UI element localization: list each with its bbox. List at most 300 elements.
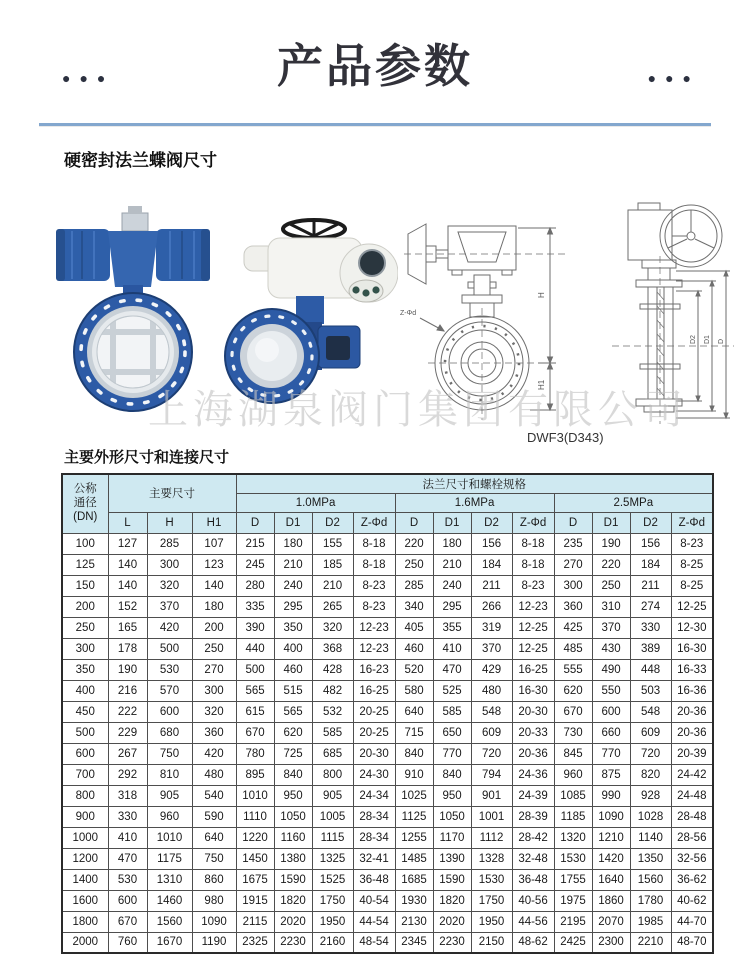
value-cell: 389 xyxy=(630,638,671,659)
col-header-d-16: D xyxy=(395,512,433,533)
value-cell: 220 xyxy=(592,554,630,575)
value-cell: 905 xyxy=(312,785,353,806)
value-cell: 715 xyxy=(395,722,433,743)
value-cell: 565 xyxy=(274,701,312,722)
value-cell: 40-56 xyxy=(512,890,554,911)
table-row xyxy=(62,659,713,680)
col-header-l: L xyxy=(108,512,147,533)
value-cell: 2345 xyxy=(395,932,433,953)
value-cell: 180 xyxy=(274,533,312,554)
value-cell: 420 xyxy=(192,743,236,764)
table-row xyxy=(62,848,713,869)
col-header-d1-25: D1 xyxy=(592,512,630,533)
value-cell: 500 xyxy=(236,659,274,680)
value-cell: 1090 xyxy=(592,806,630,827)
decor-dots-right-icon: ●●● xyxy=(647,70,700,86)
table-row xyxy=(62,827,713,848)
value-cell: 750 xyxy=(147,743,192,764)
value-cell: 270 xyxy=(554,554,592,575)
dn-cell: 450 xyxy=(62,701,108,722)
value-cell: 8-25 xyxy=(671,554,713,575)
value-cell: 28-34 xyxy=(353,806,395,827)
value-cell: 1780 xyxy=(630,890,671,911)
dn-cell: 100 xyxy=(62,533,108,554)
value-cell: 1590 xyxy=(274,869,312,890)
value-cell: 840 xyxy=(395,743,433,764)
value-cell: 280 xyxy=(236,575,274,596)
value-cell: 266 xyxy=(471,596,512,617)
value-cell: 184 xyxy=(471,554,512,575)
value-cell: 350 xyxy=(274,617,312,638)
value-cell: 482 xyxy=(312,680,353,701)
value-cell: 860 xyxy=(192,869,236,890)
value-cell: 12-30 xyxy=(671,617,713,638)
value-cell: 216 xyxy=(108,680,147,701)
value-cell: 240 xyxy=(433,575,471,596)
value-cell: 640 xyxy=(395,701,433,722)
value-cell: 8-23 xyxy=(671,533,713,554)
value-cell: 48-62 xyxy=(512,932,554,953)
value-cell: 320 xyxy=(147,575,192,596)
table-row xyxy=(62,743,713,764)
value-cell: 245 xyxy=(236,554,274,575)
dn-cell: 2000 xyxy=(62,932,108,953)
value-cell: 550 xyxy=(592,680,630,701)
value-cell: 156 xyxy=(471,533,512,554)
value-cell: 460 xyxy=(274,659,312,680)
value-cell: 12-25 xyxy=(671,596,713,617)
value-cell: 503 xyxy=(630,680,671,701)
value-cell: 295 xyxy=(433,596,471,617)
value-cell: 960 xyxy=(554,764,592,785)
value-cell: 36-48 xyxy=(512,869,554,890)
value-cell: 1485 xyxy=(395,848,433,869)
col-header-dn-line1: 公称 xyxy=(73,483,97,496)
value-cell: 360 xyxy=(554,596,592,617)
value-cell: 620 xyxy=(554,680,592,701)
value-cell: 16-23 xyxy=(353,659,395,680)
section-heading: 硬密封法兰蝶阀尺寸 xyxy=(64,151,217,170)
value-cell: 1670 xyxy=(147,932,192,953)
value-cell: 123 xyxy=(192,554,236,575)
value-cell: 548 xyxy=(471,701,512,722)
value-cell: 210 xyxy=(312,575,353,596)
value-cell: 615 xyxy=(236,701,274,722)
value-cell: 32-48 xyxy=(512,848,554,869)
col-header-d2-16: D2 xyxy=(471,512,512,533)
col-header-dn xyxy=(62,474,108,533)
table-row xyxy=(62,575,713,596)
col-header-pressure-1-0: 1.0MPa xyxy=(236,493,395,512)
col-header-pressure-1-6: 1.6MPa xyxy=(395,493,554,512)
dn-cell: 300 xyxy=(62,638,108,659)
value-cell: 20-25 xyxy=(353,722,395,743)
value-cell: 600 xyxy=(108,890,147,911)
value-cell: 928 xyxy=(630,785,671,806)
col-header-flange-spec: 法兰尺寸和螺栓规格 xyxy=(236,474,713,493)
value-cell: 600 xyxy=(592,701,630,722)
value-cell: 2130 xyxy=(395,911,433,932)
value-cell: 1190 xyxy=(192,932,236,953)
value-cell: 430 xyxy=(592,638,630,659)
value-cell: 340 xyxy=(395,596,433,617)
value-cell: 2425 xyxy=(554,932,592,953)
value-cell: 1255 xyxy=(395,827,433,848)
value-cell: 420 xyxy=(147,617,192,638)
col-header-pressure-2-5: 2.5MPa xyxy=(554,493,713,512)
value-cell: 370 xyxy=(471,638,512,659)
value-cell: 1685 xyxy=(395,869,433,890)
value-cell: 770 xyxy=(433,743,471,764)
value-cell: 20-36 xyxy=(512,743,554,764)
value-cell: 20-36 xyxy=(671,722,713,743)
table-row xyxy=(62,554,713,575)
value-cell: 1140 xyxy=(630,827,671,848)
value-cell: 165 xyxy=(108,617,147,638)
value-cell: 12-23 xyxy=(353,617,395,638)
value-cell: 44-70 xyxy=(671,911,713,932)
dn-cell: 1400 xyxy=(62,869,108,890)
col-header-h1: H1 xyxy=(192,512,236,533)
value-cell: 460 xyxy=(395,638,433,659)
value-cell: 770 xyxy=(592,743,630,764)
value-cell: 609 xyxy=(630,722,671,743)
value-cell: 650 xyxy=(433,722,471,743)
dn-cell: 1000 xyxy=(62,827,108,848)
value-cell: 1420 xyxy=(592,848,630,869)
value-cell: 2300 xyxy=(592,932,630,953)
value-cell: 267 xyxy=(108,743,147,764)
value-cell: 840 xyxy=(433,764,471,785)
value-cell: 532 xyxy=(312,701,353,722)
value-cell: 28-34 xyxy=(353,827,395,848)
value-cell: 810 xyxy=(147,764,192,785)
value-cell: 875 xyxy=(592,764,630,785)
value-cell: 1985 xyxy=(630,911,671,932)
value-cell: 1640 xyxy=(592,869,630,890)
value-cell: 1530 xyxy=(554,848,592,869)
dim-label-d: D xyxy=(718,338,725,344)
value-cell: 960 xyxy=(147,806,192,827)
value-cell: 580 xyxy=(395,680,433,701)
value-cell: 28-48 xyxy=(671,806,713,827)
value-cell: 670 xyxy=(108,911,147,932)
value-cell: 2115 xyxy=(236,911,274,932)
value-cell: 800 xyxy=(312,764,353,785)
value-cell: 470 xyxy=(108,848,147,869)
value-cell: 24-48 xyxy=(671,785,713,806)
value-cell: 470 xyxy=(433,659,471,680)
value-cell: 20-33 xyxy=(512,722,554,743)
table-row xyxy=(62,764,713,785)
value-cell: 211 xyxy=(630,575,671,596)
table-row xyxy=(62,785,713,806)
value-cell: 685 xyxy=(312,743,353,764)
value-cell: 24-39 xyxy=(512,785,554,806)
value-cell: 1560 xyxy=(630,869,671,890)
value-cell: 48-70 xyxy=(671,932,713,953)
dn-cell: 800 xyxy=(62,785,108,806)
value-cell: 480 xyxy=(192,764,236,785)
value-cell: 390 xyxy=(236,617,274,638)
table-row xyxy=(62,596,713,617)
table-row xyxy=(62,533,713,554)
value-cell: 1050 xyxy=(433,806,471,827)
dn-cell: 200 xyxy=(62,596,108,617)
value-cell: 250 xyxy=(592,575,630,596)
value-cell: 1460 xyxy=(147,890,192,911)
value-cell: 20-25 xyxy=(353,701,395,722)
value-cell: 20-30 xyxy=(353,743,395,764)
value-cell: 40-54 xyxy=(353,890,395,911)
value-cell: 215 xyxy=(236,533,274,554)
value-cell: 28-42 xyxy=(512,827,554,848)
value-cell: 895 xyxy=(236,764,274,785)
dn-cell: 150 xyxy=(62,575,108,596)
col-header-h: H xyxy=(147,512,192,533)
value-cell: 840 xyxy=(274,764,312,785)
col-header-d-25: D xyxy=(554,512,592,533)
value-cell: 355 xyxy=(433,617,471,638)
value-cell: 760 xyxy=(108,932,147,953)
value-cell: 720 xyxy=(630,743,671,764)
drawing-model-label: DWF3(D343) xyxy=(527,430,604,445)
value-cell: 335 xyxy=(236,596,274,617)
value-cell: 1010 xyxy=(147,827,192,848)
value-cell: 140 xyxy=(108,575,147,596)
value-cell: 400 xyxy=(274,638,312,659)
dimensions-table xyxy=(61,473,714,954)
value-cell: 12-25 xyxy=(512,617,554,638)
dn-cell: 350 xyxy=(62,659,108,680)
value-cell: 107 xyxy=(192,533,236,554)
value-cell: 190 xyxy=(592,533,630,554)
value-cell: 16-30 xyxy=(512,680,554,701)
value-cell: 2070 xyxy=(592,911,630,932)
value-cell: 670 xyxy=(554,701,592,722)
table-row xyxy=(62,932,713,953)
value-cell: 190 xyxy=(108,659,147,680)
table-row xyxy=(62,806,713,827)
value-cell: 405 xyxy=(395,617,433,638)
value-cell: 2230 xyxy=(433,932,471,953)
value-cell: 274 xyxy=(630,596,671,617)
col-header-main-dims: 主要尺寸 xyxy=(108,474,236,512)
value-cell: 36-48 xyxy=(353,869,395,890)
dim-label-d1: D1 xyxy=(704,335,711,344)
value-cell: 8-18 xyxy=(353,533,395,554)
value-cell: 1755 xyxy=(554,869,592,890)
value-cell: 1560 xyxy=(147,911,192,932)
value-cell: 36-62 xyxy=(671,869,713,890)
col-header-zd-10: Z-Φd xyxy=(353,512,395,533)
value-cell: 152 xyxy=(108,596,147,617)
value-cell: 156 xyxy=(630,533,671,554)
dn-cell: 700 xyxy=(62,764,108,785)
value-cell: 180 xyxy=(433,533,471,554)
value-cell: 48-54 xyxy=(353,932,395,953)
value-cell: 1160 xyxy=(274,827,312,848)
value-cell: 845 xyxy=(554,743,592,764)
value-cell: 20-39 xyxy=(671,743,713,764)
value-cell: 980 xyxy=(192,890,236,911)
value-cell: 1175 xyxy=(147,848,192,869)
value-cell: 180 xyxy=(192,596,236,617)
dn-cell: 250 xyxy=(62,617,108,638)
table-heading: 主要外形尺寸和连接尺寸 xyxy=(64,449,230,466)
value-cell: 300 xyxy=(192,680,236,701)
watermark: 上海湖泉阀门集团有限公司 xyxy=(148,388,688,432)
value-cell: 901 xyxy=(471,785,512,806)
value-cell: 2210 xyxy=(630,932,671,953)
value-cell: 680 xyxy=(147,722,192,743)
dim-label-h1: H1 xyxy=(537,379,546,390)
value-cell: 32-41 xyxy=(353,848,395,869)
value-cell: 609 xyxy=(471,722,512,743)
dn-cell: 900 xyxy=(62,806,108,827)
value-cell: 1950 xyxy=(312,911,353,932)
value-cell: 12-23 xyxy=(512,596,554,617)
value-cell: 44-54 xyxy=(353,911,395,932)
col-header-d1-16: D1 xyxy=(433,512,471,533)
value-cell: 2325 xyxy=(236,932,274,953)
value-cell: 8-25 xyxy=(671,575,713,596)
value-cell: 1975 xyxy=(554,890,592,911)
value-cell: 480 xyxy=(471,680,512,701)
value-cell: 540 xyxy=(192,785,236,806)
value-cell: 1085 xyxy=(554,785,592,806)
col-header-d-10: D xyxy=(236,512,274,533)
value-cell: 950 xyxy=(274,785,312,806)
value-cell: 8-18 xyxy=(512,554,554,575)
value-cell: 725 xyxy=(274,743,312,764)
value-cell: 1001 xyxy=(471,806,512,827)
value-cell: 16-36 xyxy=(671,680,713,701)
value-cell: 12-25 xyxy=(512,638,554,659)
dn-cell: 400 xyxy=(62,680,108,701)
value-cell: 8-18 xyxy=(512,533,554,554)
value-cell: 1170 xyxy=(433,827,471,848)
value-cell: 24-36 xyxy=(512,764,554,785)
value-cell: 285 xyxy=(395,575,433,596)
value-cell: 8-23 xyxy=(353,575,395,596)
value-cell: 1930 xyxy=(395,890,433,911)
value-cell: 330 xyxy=(108,806,147,827)
value-cell: 590 xyxy=(192,806,236,827)
table-row xyxy=(62,617,713,638)
value-cell: 127 xyxy=(108,533,147,554)
value-cell: 370 xyxy=(147,596,192,617)
value-cell: 235 xyxy=(554,533,592,554)
value-cell: 1380 xyxy=(274,848,312,869)
value-cell: 1750 xyxy=(471,890,512,911)
value-cell: 8-18 xyxy=(353,554,395,575)
value-cell: 1050 xyxy=(274,806,312,827)
value-cell: 905 xyxy=(147,785,192,806)
header-divider xyxy=(39,123,711,127)
value-cell: 794 xyxy=(471,764,512,785)
value-cell: 1390 xyxy=(433,848,471,869)
table-row xyxy=(62,869,713,890)
col-header-zd-25: Z-Φd xyxy=(671,512,713,533)
value-cell: 1320 xyxy=(554,827,592,848)
value-cell: 410 xyxy=(108,827,147,848)
value-cell: 222 xyxy=(108,701,147,722)
dim-label-h: H xyxy=(537,292,546,298)
value-cell: 178 xyxy=(108,638,147,659)
value-cell: 425 xyxy=(554,617,592,638)
col-header-d2-25: D2 xyxy=(630,512,671,533)
col-header-d2-10: D2 xyxy=(312,512,353,533)
value-cell: 2230 xyxy=(274,932,312,953)
value-cell: 1025 xyxy=(395,785,433,806)
value-cell: 1675 xyxy=(236,869,274,890)
value-cell: 24-42 xyxy=(671,764,713,785)
value-cell: 1125 xyxy=(395,806,433,827)
col-header-dn-line3: (DN) xyxy=(73,510,98,523)
value-cell: 20-36 xyxy=(671,701,713,722)
dn-cell: 125 xyxy=(62,554,108,575)
value-cell: 1115 xyxy=(312,827,353,848)
value-cell: 184 xyxy=(630,554,671,575)
value-cell: 140 xyxy=(108,554,147,575)
value-cell: 318 xyxy=(108,785,147,806)
value-cell: 1530 xyxy=(471,869,512,890)
col-header-zd-16: Z-Φd xyxy=(512,512,554,533)
value-cell: 485 xyxy=(554,638,592,659)
table-body xyxy=(62,533,713,953)
value-cell: 530 xyxy=(108,869,147,890)
value-cell: 319 xyxy=(471,617,512,638)
value-cell: 2020 xyxy=(433,911,471,932)
value-cell: 240 xyxy=(274,575,312,596)
value-cell: 1010 xyxy=(236,785,274,806)
value-cell: 1028 xyxy=(630,806,671,827)
page-title: 产品参数 xyxy=(277,40,473,92)
value-cell: 360 xyxy=(192,722,236,743)
value-cell: 185 xyxy=(312,554,353,575)
value-cell: 20-30 xyxy=(512,701,554,722)
value-cell: 640 xyxy=(192,827,236,848)
value-cell: 300 xyxy=(554,575,592,596)
bolt-spec-label: Z-Φd xyxy=(400,310,417,317)
value-cell: 24-34 xyxy=(353,785,395,806)
value-cell: 660 xyxy=(592,722,630,743)
table-row xyxy=(62,722,713,743)
value-cell: 780 xyxy=(236,743,274,764)
value-cell: 28-39 xyxy=(512,806,554,827)
value-cell: 250 xyxy=(395,554,433,575)
value-cell: 520 xyxy=(395,659,433,680)
dim-label-d2: D2 xyxy=(690,335,697,344)
value-cell: 2150 xyxy=(471,932,512,953)
table-row xyxy=(62,680,713,701)
value-cell: 1750 xyxy=(312,890,353,911)
table-row xyxy=(62,638,713,659)
dn-cell: 500 xyxy=(62,722,108,743)
value-cell: 1005 xyxy=(312,806,353,827)
value-cell: 1950 xyxy=(471,911,512,932)
dn-cell: 1200 xyxy=(62,848,108,869)
value-cell: 1090 xyxy=(192,911,236,932)
value-cell: 1110 xyxy=(236,806,274,827)
value-cell: 210 xyxy=(274,554,312,575)
value-cell: 210 xyxy=(433,554,471,575)
value-cell: 16-33 xyxy=(671,659,713,680)
value-cell: 320 xyxy=(312,617,353,638)
decor-dots-left-icon: ●●● xyxy=(62,70,115,86)
value-cell: 1450 xyxy=(236,848,274,869)
